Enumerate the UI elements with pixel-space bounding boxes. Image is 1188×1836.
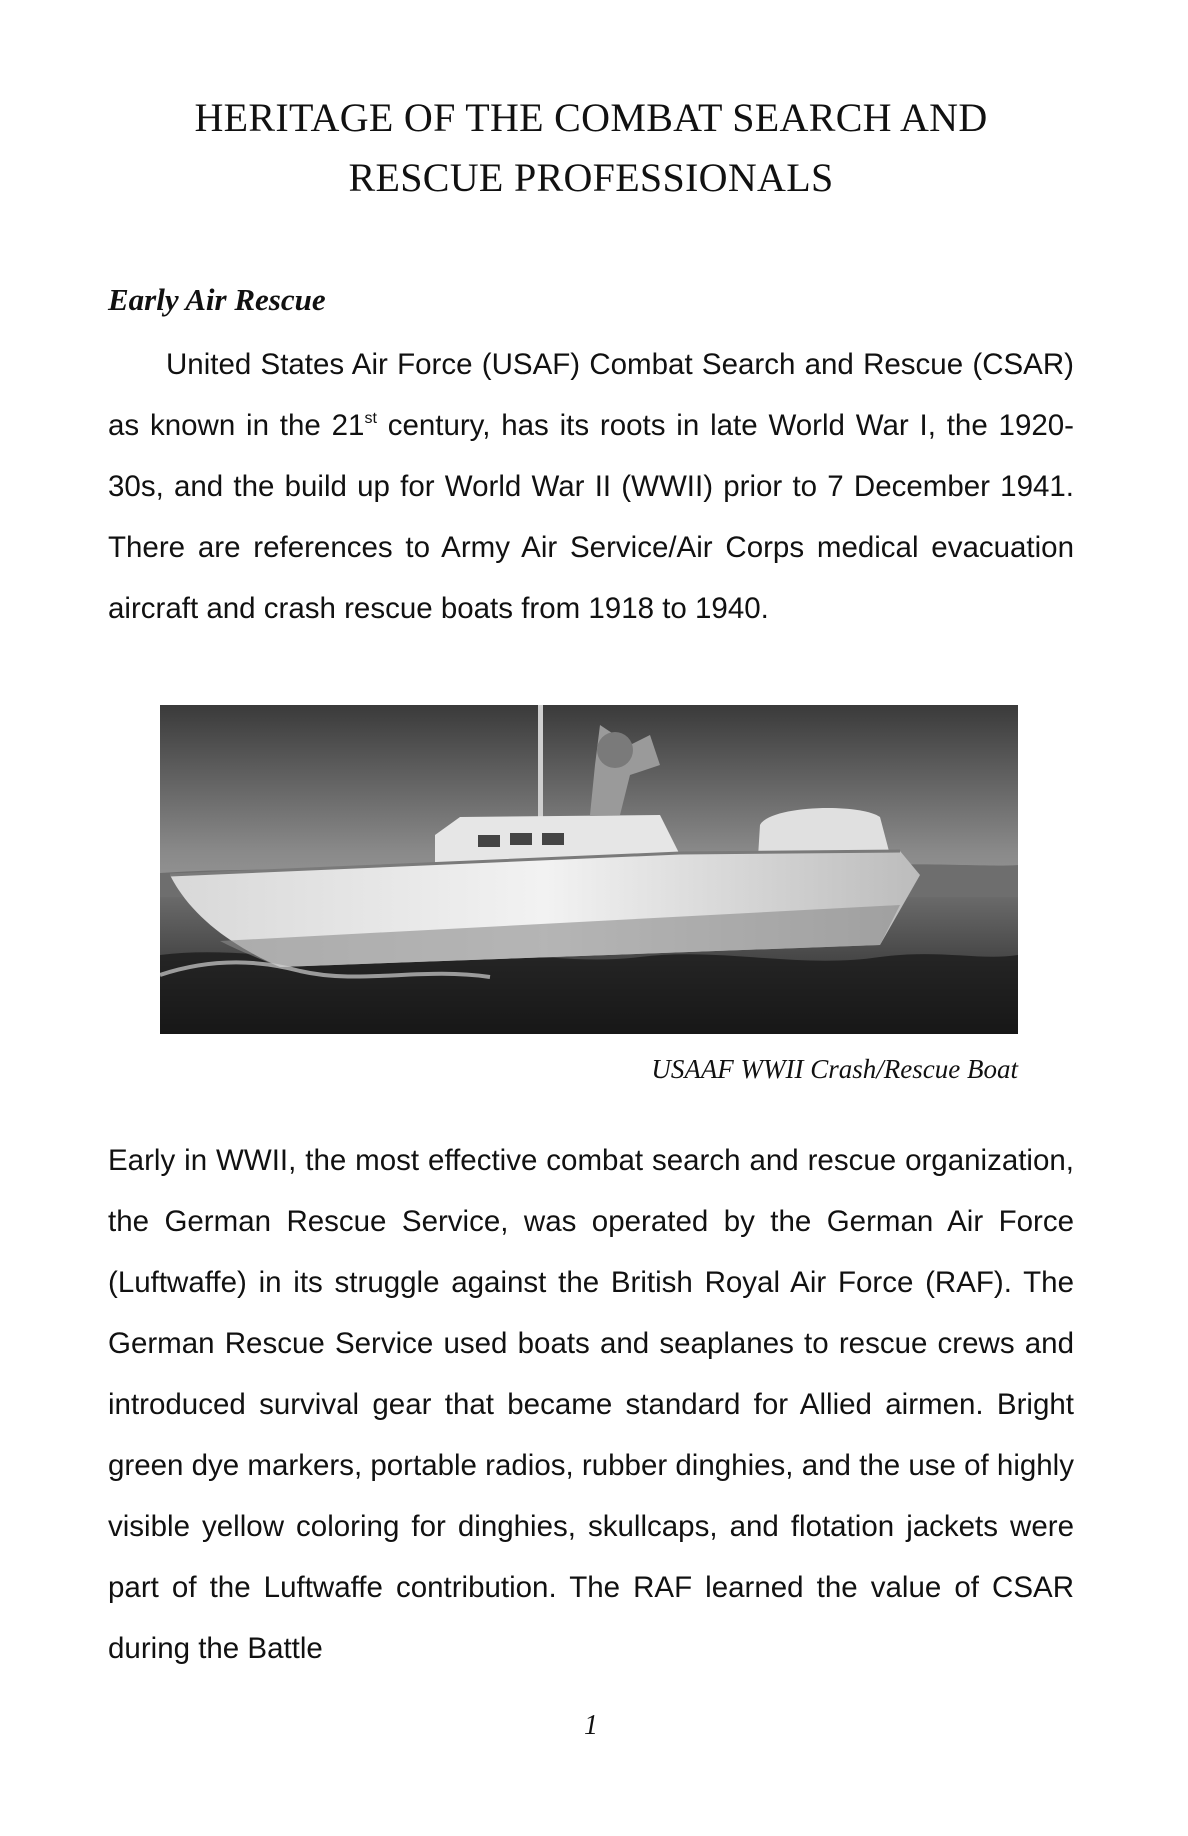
ordinal-suffix: st [364,410,377,427]
page-title [108,88,1074,208]
page-title-line-2: RESCUE PROFESSIONALS [348,155,834,200]
paragraph-1 [108,334,1074,639]
rescue-boat-photo [160,705,1018,1034]
paragraph-2: Early in WWII, the most effective combat search and rescue organization, the German Rescue Service, was operated by the German Air Force (Luftwaffe) in its struggle against the British Royal Air Force (RAF). The German Rescue Service used boats and seaplanes to rescue crews and introduced survival gear that became standard for Allied airmen. Bright green dye markers, portable radios, rubber dinghies, and the use of highly visible yellow coloring for dinghies, skullcaps, and flotation jackets were part of the Luftwaffe contribution. The RAF learned the value of CSAR during the Battle [108,1144,1074,1665]
document-page [108,0,1074,1836]
paragraph-1-text-a: United States Air Force (USAF) Combat Search and Rescue (CSAR) as known in the 21 [108,348,1074,442]
section-heading: Early Air Rescue [108,282,326,317]
photo-caption: USAAF WWII Crash/Rescue Boat [651,1054,1018,1084]
page-title-line-1: HERITAGE OF THE COMBAT SEARCH AND [194,95,988,140]
page-number: 1 [584,1710,598,1741]
paragraph-1-text-b: century, has its roots in late World War I, the 1920-30s, and the build up for World War II (WWII) prior to 7 December 1941. There are references to Army Air Service/Air Corps medical evacuation aircraft and crash rescue boats from 1918 to 1940. [108,409,1074,625]
